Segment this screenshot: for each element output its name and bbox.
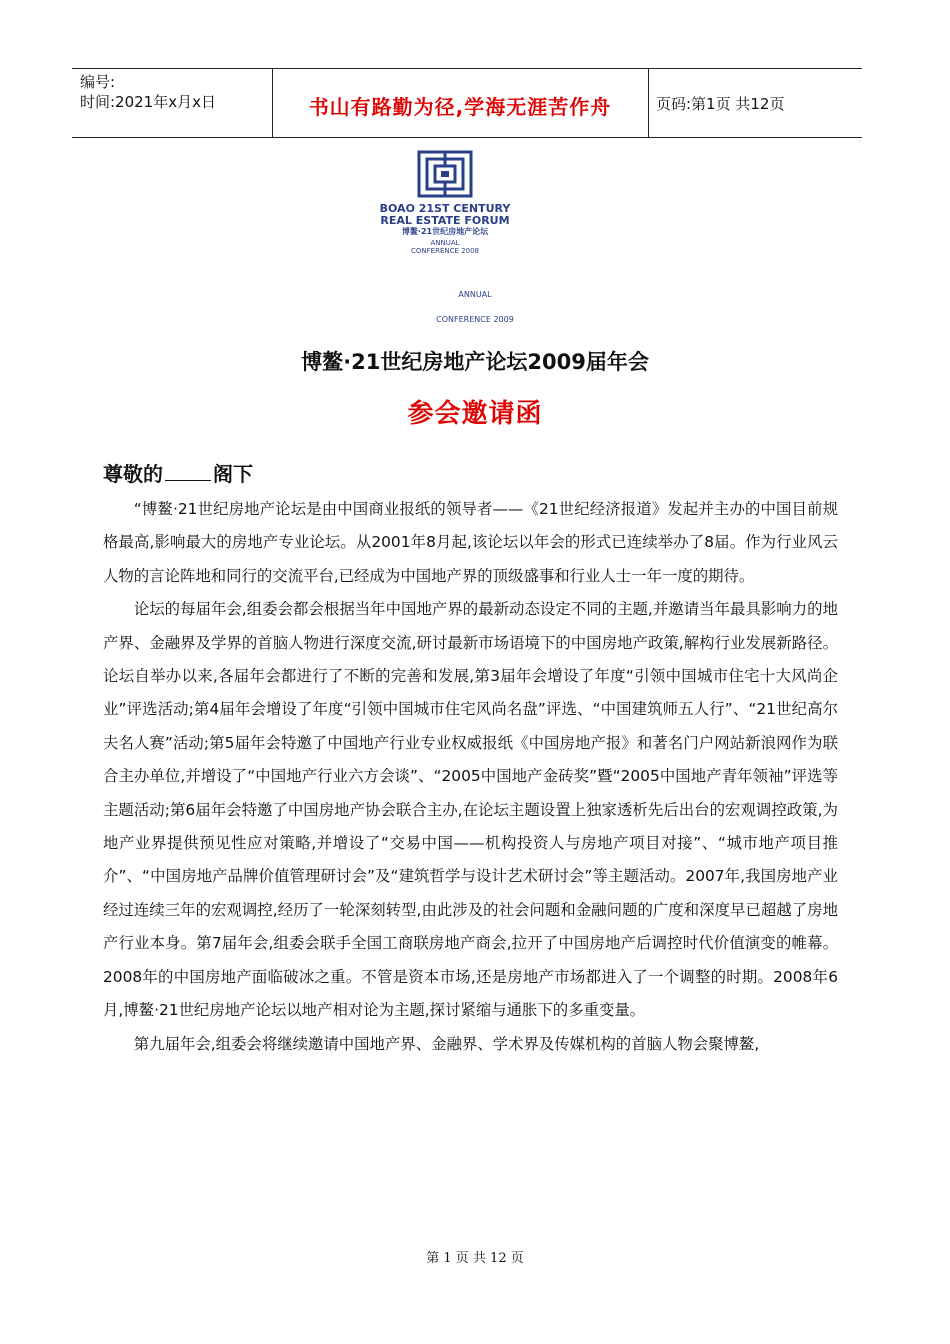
header-middle-cell: [272, 69, 649, 137]
salutation-name-blank: [165, 464, 211, 481]
logo-line-2: REAL ESTATE FORUM: [380, 214, 510, 227]
salutation-prefix: 尊敬的: [103, 462, 163, 486]
salutation-suffix: 阁下: [213, 462, 253, 486]
caption-annual: ANNUAL: [458, 290, 492, 299]
logo-line-1: BOAO 21ST CENTURY: [379, 202, 511, 215]
header-right-cell: [648, 69, 862, 137]
document-time-label: 时间:2021年x月x日: [80, 93, 216, 111]
header-page-info: 页码:第1页 共12页: [656, 95, 785, 113]
paragraph-1: “博鳌·21世纪房地产论坛是由中国商业报纸的领导者——《21世纪经济报道》发起并主办的中国目前规格最高,影响最大的房地产专业论坛。从2001年8月起,该论坛以年会的形式已连续举办了8届。作为行业风云人物的言论阵地和同行的交流平台,已经成为中国地产界的顶级盛事和行业人士一年一度的期待。: [103, 500, 838, 585]
header-left-cell: [72, 69, 273, 137]
page-title: 博鳌·21世纪房地产论坛2009届年会: [301, 350, 649, 374]
paragraph-3: 第九届年会,组委会将继续邀请中国地产界、金融界、学术界及传媒机构的首脑人物会聚博鳌,: [133, 1034, 760, 1053]
page-subtitle: 参会邀请函: [407, 399, 543, 429]
paragraph-2: 论坛的每届年会,组委会都会根据当年中国地产界的最新动态设定不同的主题,并邀请当年最具影响力的地产界、金融界及学界的首脑人物进行深度交流,研讨最新市场语境下的中国房地产政策,解构行业发展新路径。论坛自举办以来,各届年会都进行了不断的完善和发展,第3届年会增设了年度“引领中国城市住宅十大风尚企业”评选活动;第4届年会增设了年度“引领中国城市住宅风尚名盘”评选、“中国建筑师五人行”、“21世纪高尔夫名人赛”活动;第5届年会特邀了中国地产行业专业权威报纸《中国房地产报》和著名门户网站新浪网作为联合主办单位,并增设了“中国地产行业六方会谈”、“2005中国地产金砖奖”暨“2005中国地产青年领袖”评选等主题活动;第6届年会特邀了中国房地产协会联合主办,在论坛主题设置上独家透析先后出台的宏观调控政策,为地产业界提供预见性应对策略,并增设了“交易中国——机构投资人与房地产项目对接”、“城市地产项目推介”、“中国房地产品牌价值管理研讨会”及“建筑哲学与设计艺术研讨会”等主题活动。2007年,我国房地产业经过连续三年的宏观调控,经历了一轮深刻转型,由此涉及的社会问题和金融问题的广度和深度早已超越了房地产行业本身。第7届年会,组委会联手全国工商联房地产商会,拉开了中国房地产后调控时代价值演变的帷幕。2008年的中国房地产面临破冰之重。不管是资本市场,还是房地产市场都进入了一个调整的时期。2008年6月,博鳌·21世纪房地产论坛以地产相对论为主题,探讨紧缩与通胀下的多重变量。: [103, 600, 838, 1020]
letter-body: [103, 493, 838, 1061]
document-number-label: 编号:: [80, 73, 116, 91]
page-footer: 第 1 页 共 12 页: [426, 1251, 524, 1266]
logo-line-5: CONFERENCE 2008: [411, 247, 479, 255]
caption-conference: CONFERENCE 2009: [436, 315, 514, 324]
logo-line-4: ANNUAL: [430, 239, 460, 247]
forum-emblem-icon: [415, 150, 475, 198]
logo-line-3: 博鳌·21世纪房地产论坛: [401, 227, 489, 236]
salutation: [103, 458, 253, 487]
header-table: [72, 68, 862, 138]
header-motto: 书山有路勤为径,学海无涯苦作舟: [308, 95, 612, 119]
